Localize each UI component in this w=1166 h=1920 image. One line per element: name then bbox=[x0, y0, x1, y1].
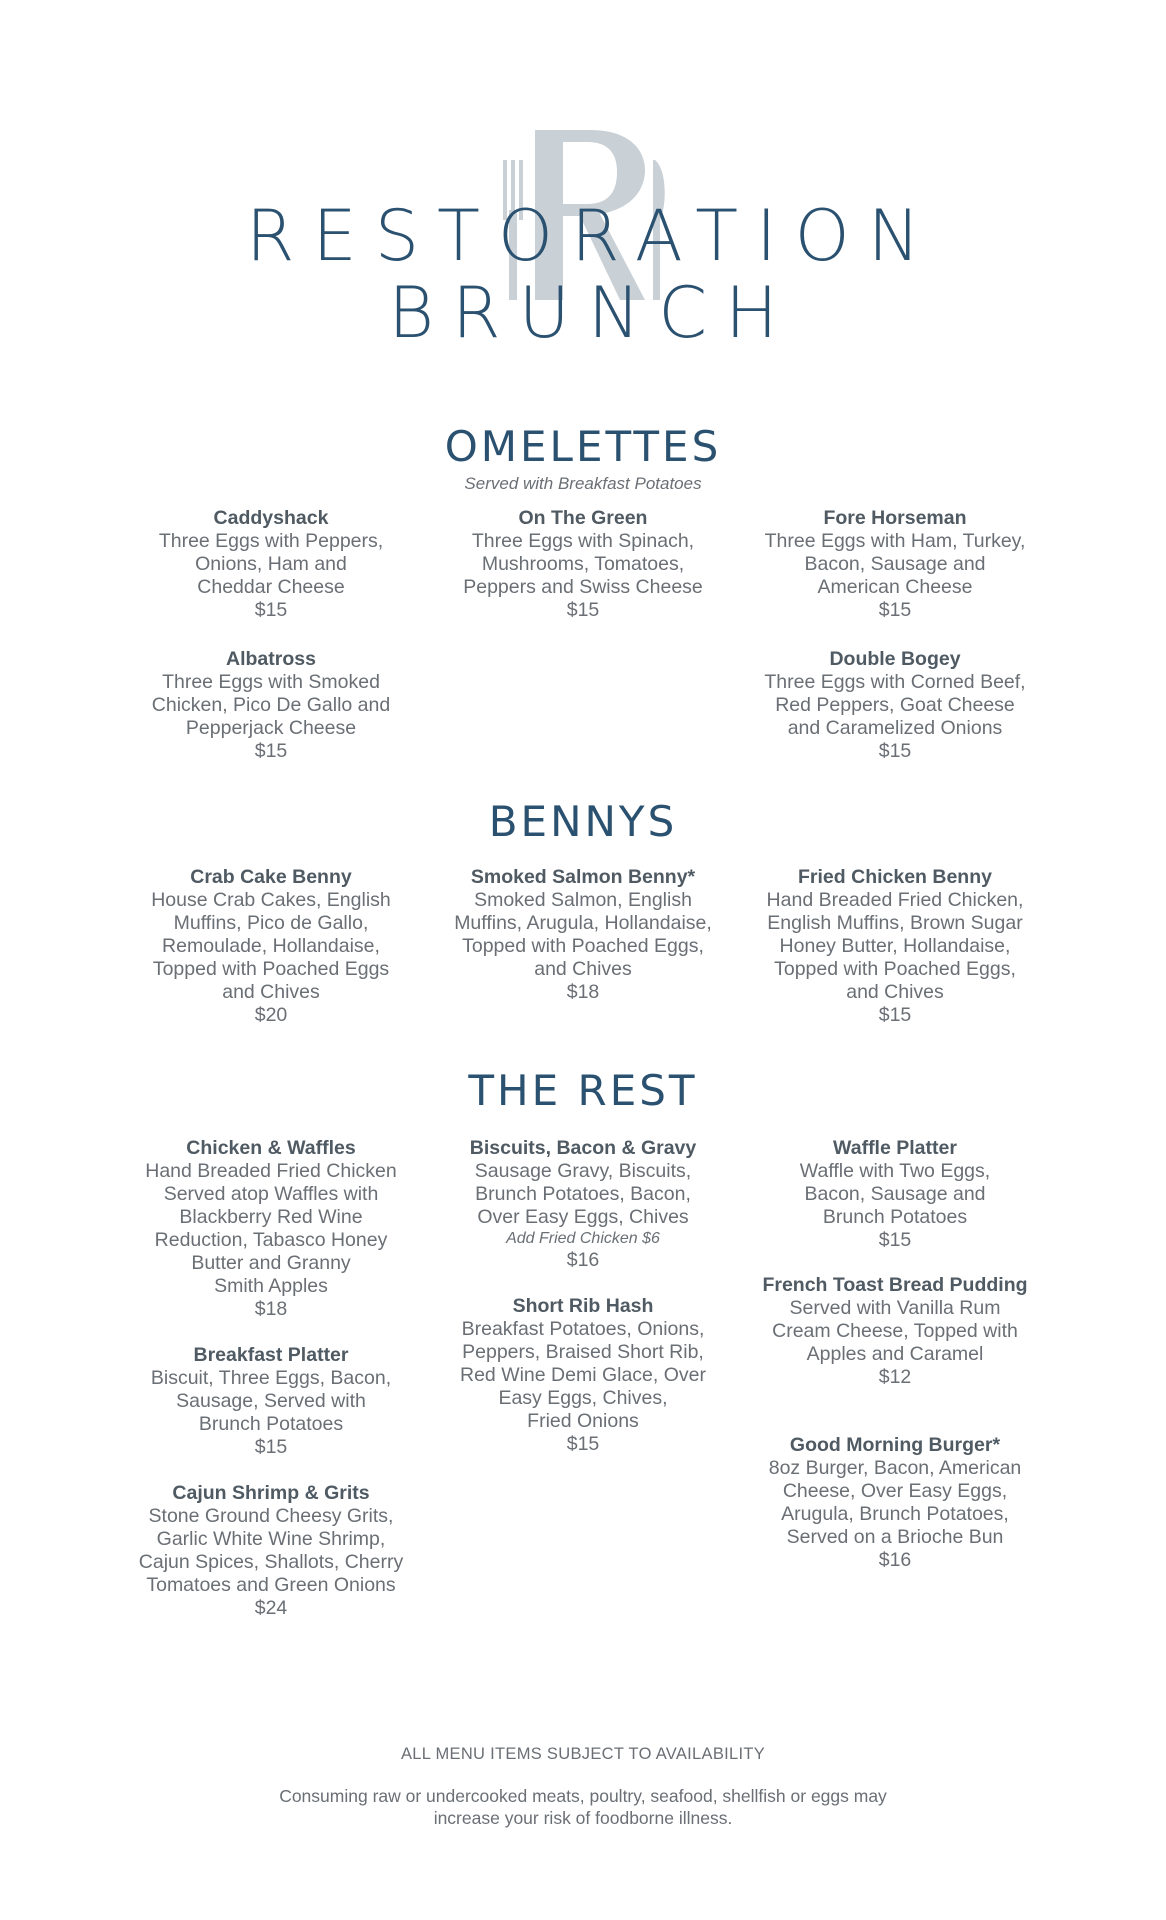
item-description: House Crab Cakes, English Muffins, Pico de Gallo, Remoulade, Hollandaise, Topped with Poached Eggs and Chives bbox=[151, 889, 391, 1003]
menu-item bbox=[121, 1482, 421, 1620]
section-subtitle-omelettes: Served with Breakfast Potatoes bbox=[464, 474, 702, 493]
menu-item bbox=[121, 866, 421, 1027]
menu-item bbox=[745, 648, 1045, 763]
item-price: $15 bbox=[566, 1433, 600, 1455]
menu-item bbox=[121, 507, 421, 622]
menu-item bbox=[745, 866, 1045, 1027]
item-name: On The Green bbox=[518, 507, 648, 529]
item-name: Chicken & Waffles bbox=[186, 1137, 356, 1159]
item-description: Three Eggs with Ham, Turkey, Bacon, Sausage and American Cheese bbox=[764, 530, 1026, 598]
item-price: $18 bbox=[254, 1298, 288, 1320]
item-price: $18 bbox=[566, 981, 600, 1003]
item-name: Fried Chicken Benny bbox=[798, 866, 992, 888]
menu-item bbox=[745, 1274, 1045, 1389]
item-description: Biscuit, Three Eggs, Bacon, Sausage, Served with Brunch Potatoes bbox=[150, 1367, 392, 1435]
item-price: $15 bbox=[254, 1436, 288, 1458]
menu-item bbox=[433, 507, 733, 622]
item-description: Breakfast Potatoes, Onions, Peppers, Braised Short Rib, Red Wine Demi Glace, Over Easy Eggs, Chives, Fried Onions bbox=[460, 1318, 706, 1432]
item-description: 8oz Burger, Bacon, American Cheese, Over Easy Eggs, Arugula, Brunch Potatoes, Served on a Brioche Bun bbox=[768, 1457, 1022, 1548]
title-line-brunch: BRUNCH bbox=[388, 272, 796, 354]
restaurant-logo bbox=[0, 100, 1166, 354]
menu-item bbox=[121, 1137, 421, 1321]
item-price: $20 bbox=[254, 1004, 288, 1026]
item-description: Hand Breaded Fried Chicken Served atop Waffles with Blackberry Red Wine Reduction, Tabasco Honey Butter and Granny Smith Apples bbox=[145, 1160, 397, 1297]
item-price: $15 bbox=[878, 740, 912, 762]
item-name: Biscuits, Bacon & Gravy bbox=[469, 1137, 697, 1159]
item-price: $12 bbox=[878, 1366, 912, 1388]
availability-notice: ALL MENU ITEMS SUBJECT TO AVAILABILITY bbox=[400, 1745, 766, 1763]
menu-item bbox=[433, 1137, 733, 1272]
item-description: Served with Vanilla Rum Cream Cheese, Topped with Apples and Caramel bbox=[772, 1297, 1018, 1365]
item-description: Three Eggs with Spinach, Mushrooms, Tomatoes, Peppers and Swiss Cheese bbox=[463, 530, 703, 598]
item-name: Cajun Shrimp & Grits bbox=[172, 1482, 370, 1504]
item-description: Three Eggs with Peppers, Onions, Ham and Cheddar Cheese bbox=[158, 530, 384, 598]
item-price: $15 bbox=[878, 599, 912, 621]
menu-item bbox=[121, 1344, 421, 1459]
item-name: French Toast Bread Pudding bbox=[762, 1274, 1028, 1296]
item-description: Waffle with Two Eggs, Bacon, Sausage and Brunch Potatoes bbox=[799, 1160, 991, 1228]
menu-item bbox=[745, 1137, 1045, 1252]
item-description: Three Eggs with Smoked Chicken, Pico De Gallo and Pepperjack Cheese bbox=[151, 671, 391, 739]
section-title-omelettes: OMELETTES bbox=[444, 422, 722, 471]
item-price: $15 bbox=[566, 599, 600, 621]
item-name: Albatross bbox=[226, 648, 316, 670]
food-safety-warning: Consuming raw or undercooked meats, poultry, seafood, shellfish or eggs may increase your risk of foodborne illness. bbox=[279, 1786, 887, 1828]
item-note: Add Fried Chicken $6 bbox=[506, 1230, 660, 1247]
item-price: $15 bbox=[254, 599, 288, 621]
item-price: $15 bbox=[878, 1229, 912, 1251]
item-description: Three Eggs with Corned Beef, Red Peppers, Goat Cheese and Caramelized Onions bbox=[764, 671, 1026, 739]
item-price: $15 bbox=[878, 1004, 912, 1026]
item-price: $16 bbox=[878, 1549, 912, 1571]
item-name: Caddyshack bbox=[213, 507, 329, 529]
title-line-restoration: RESTORATION bbox=[245, 195, 939, 277]
item-description: Smoked Salmon, English Muffins, Arugula, Hollandaise, Topped with Poached Eggs, and Chives bbox=[454, 889, 712, 980]
menu-item bbox=[433, 1295, 733, 1456]
item-name: Crab Cake Benny bbox=[190, 866, 352, 888]
item-description: Sausage Gravy, Biscuits, Brunch Potatoes, Bacon, Over Easy Eggs, Chives bbox=[474, 1160, 692, 1228]
menu-item bbox=[745, 1434, 1045, 1572]
menu-item bbox=[433, 866, 733, 1004]
item-name: Smoked Salmon Benny* bbox=[470, 866, 696, 888]
item-description: Stone Ground Cheesy Grits, Garlic White Wine Shrimp, Cajun Spices, Shallots, Cherry Tomatoes and Green Onions bbox=[138, 1505, 404, 1596]
section-title-bennys: BENNYS bbox=[488, 797, 678, 846]
item-name: Waffle Platter bbox=[833, 1137, 957, 1159]
section-title-the-rest: THE REST bbox=[468, 1066, 698, 1115]
menu-item bbox=[121, 648, 421, 763]
item-name: Short Rib Hash bbox=[512, 1295, 654, 1317]
item-price: $15 bbox=[254, 740, 288, 762]
item-name: Fore Horseman bbox=[823, 507, 967, 529]
item-name: Double Bogey bbox=[829, 648, 961, 670]
item-name: Good Morning Burger* bbox=[789, 1434, 1001, 1456]
item-name: Breakfast Platter bbox=[193, 1344, 349, 1366]
item-description: Hand Breaded Fried Chicken, English Muffins, Brown Sugar Honey Butter, Hollandaise, Topped with Poached Eggs, and Chives bbox=[766, 889, 1024, 1003]
menu-item bbox=[745, 507, 1045, 622]
item-price: $16 bbox=[566, 1249, 600, 1271]
item-price: $24 bbox=[254, 1597, 288, 1619]
